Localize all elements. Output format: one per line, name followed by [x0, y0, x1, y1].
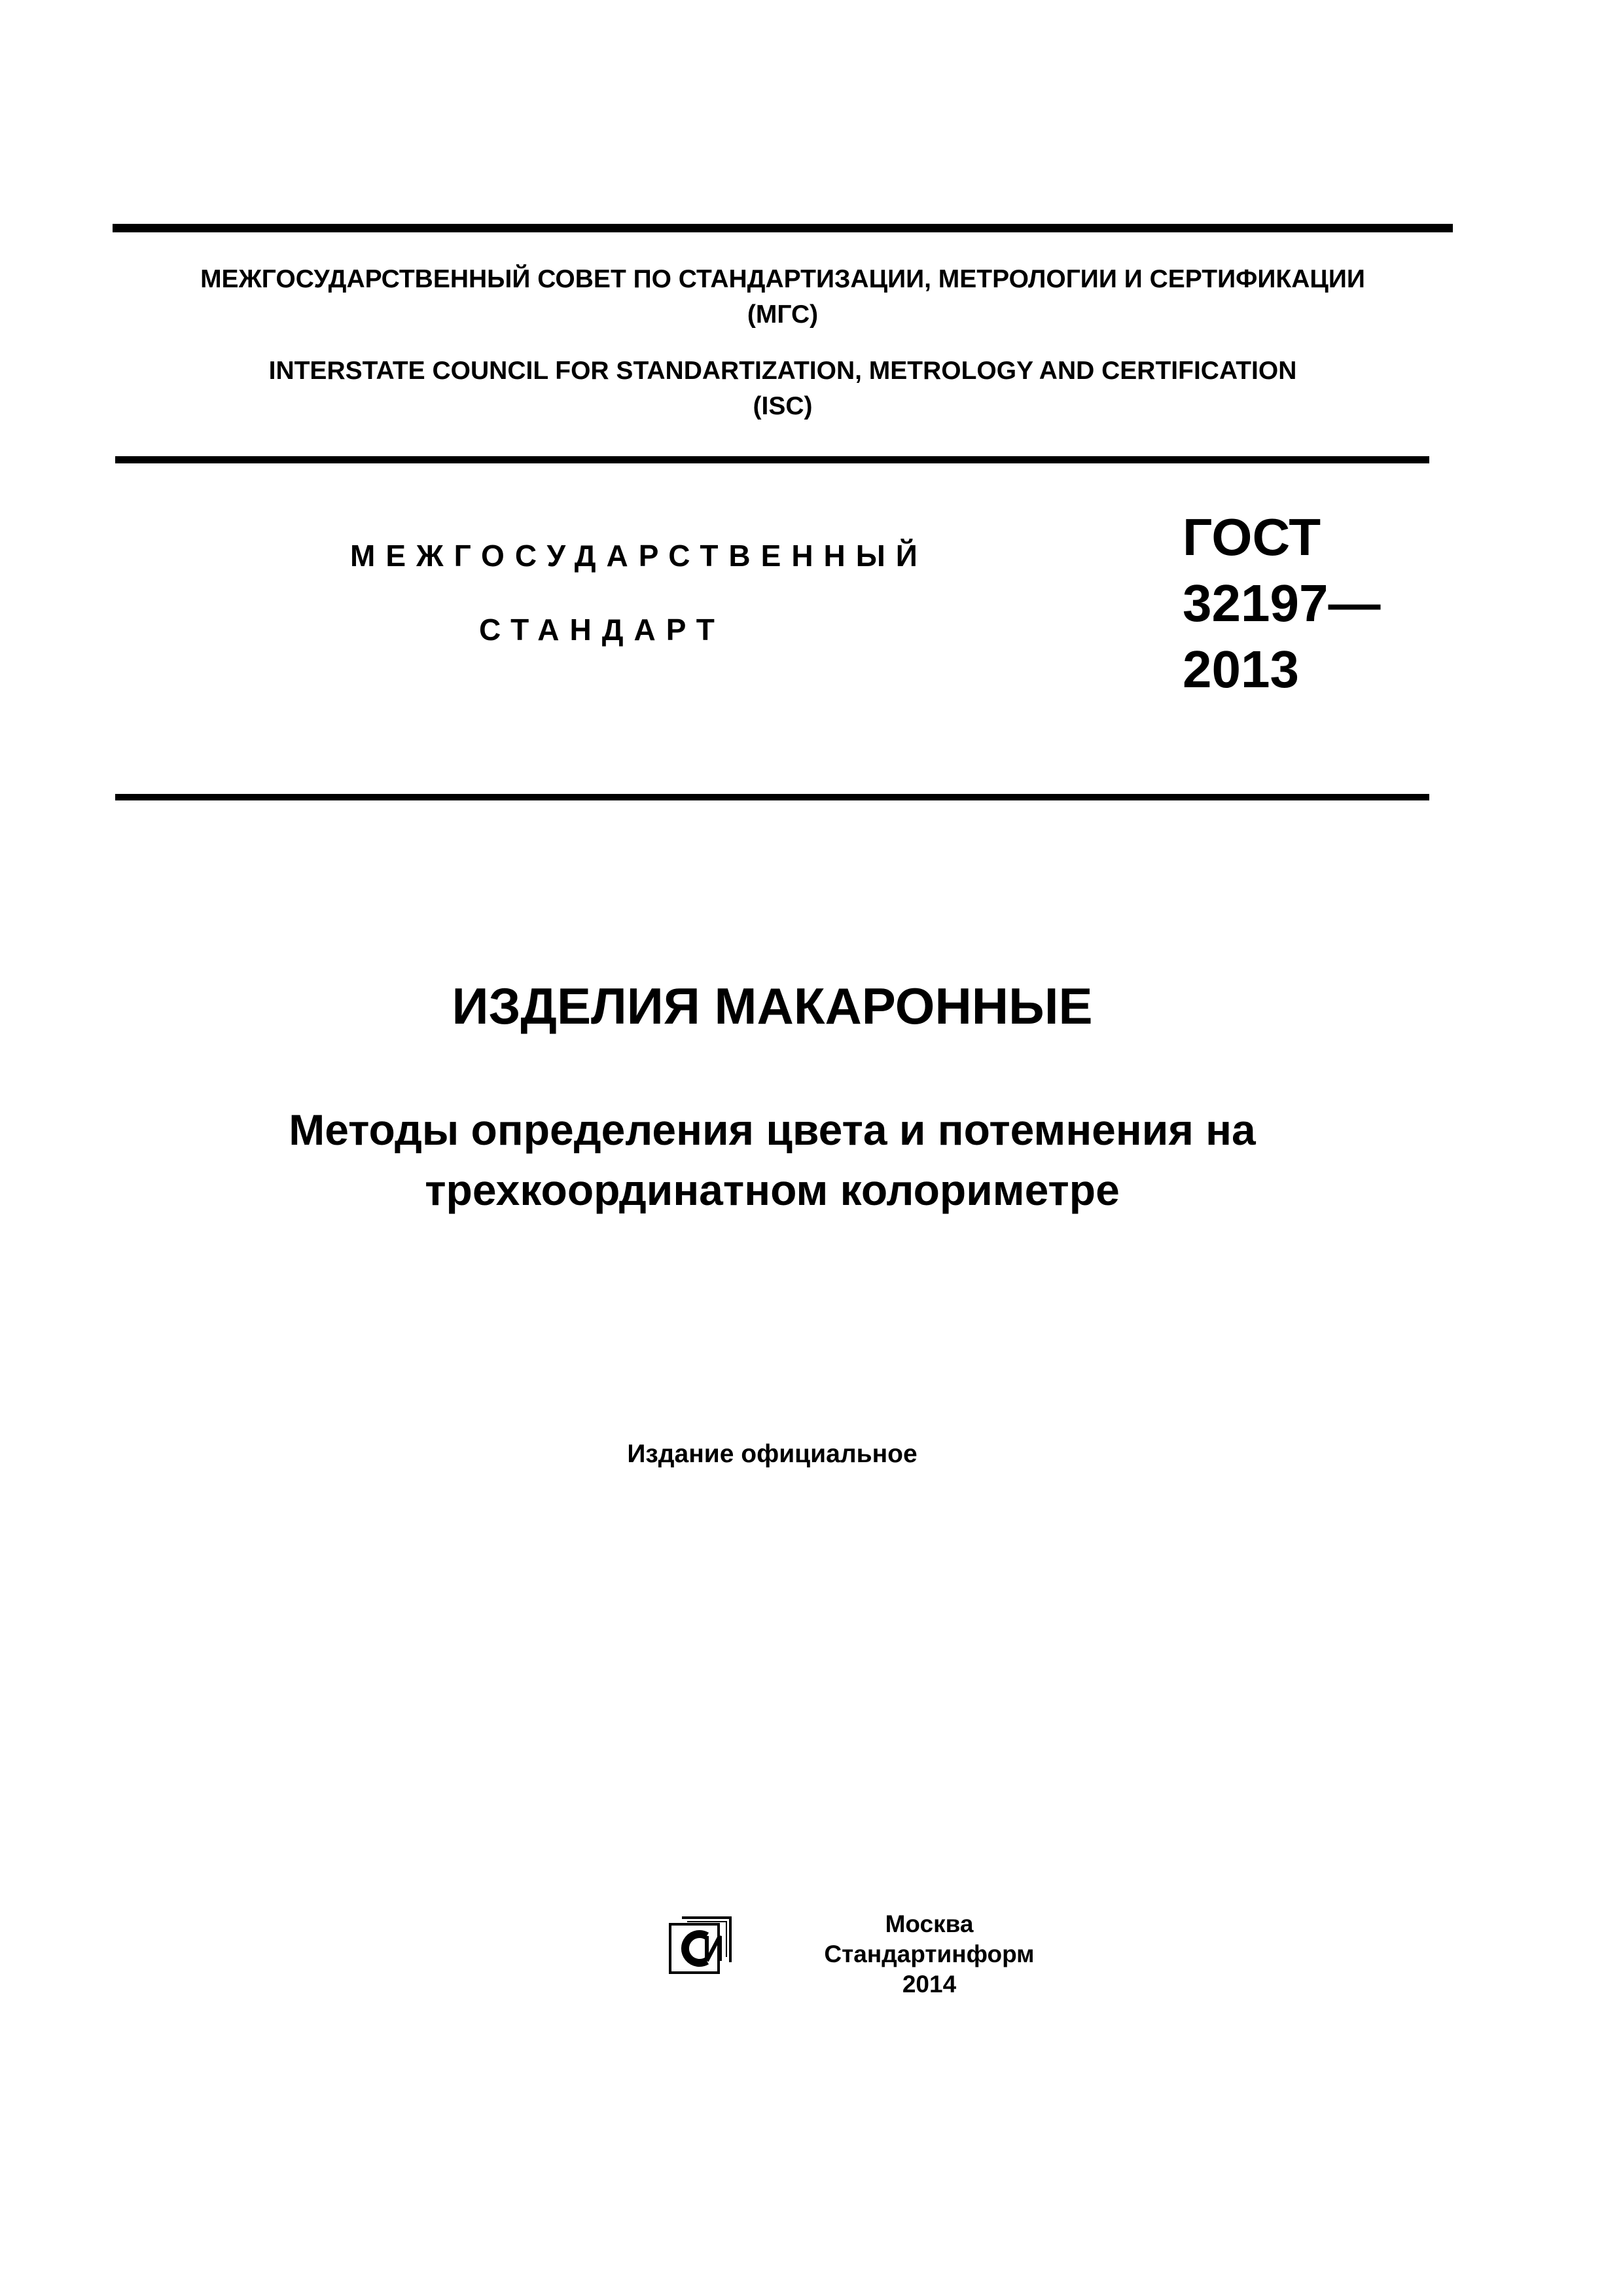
designation-prefix: ГОСТ [1183, 508, 1321, 566]
designation-year: 2013 [1183, 640, 1299, 698]
designation-number: 32197— [1183, 574, 1381, 632]
imprint-publisher: Стандартинформ [824, 1941, 1035, 1967]
council-name-en [113, 353, 1453, 424]
subtitle-line1: Методы определения цвета и потемнения на [289, 1105, 1256, 1154]
standard-type-line2: СТАНДАРТ [479, 613, 725, 647]
council-abbrev-ru: (МГС) [747, 300, 819, 329]
subtitle-line2: трехкоординатном колориметре [425, 1166, 1120, 1214]
standard-type-line1: МЕЖГОСУДАРСТВЕННЫЙ [350, 539, 928, 573]
standartinform-logo-icon [668, 1916, 733, 1975]
council-name-en-line1: INTERSTATE COUNCIL FOR STANDARTIZATION, METROLOGY AND CERTIFICATION [268, 357, 1297, 385]
council-name-ru [113, 262, 1453, 332]
upper-divider [115, 456, 1429, 463]
document-title: ИЗДЕЛИЯ МАКАРОННЫЕ [452, 977, 1093, 1035]
top-rule [113, 224, 1453, 232]
edition-note: Издание официальное [627, 1440, 918, 1468]
imprint [746, 1909, 1113, 2000]
lower-divider [115, 794, 1429, 800]
imprint-city: Москва [885, 1910, 974, 1937]
imprint-year: 2014 [902, 1971, 957, 1998]
council-abbrev-en: (ISC) [753, 392, 813, 420]
standard-designation [1183, 504, 1380, 702]
council-name-ru-line1: МЕЖГОСУДАРСТВЕННЫЙ СОВЕТ ПО СТАНДАРТИЗАЦИИ, МЕТРОЛОГИИ И СЕРТИФИКАЦИИ [200, 265, 1365, 293]
document-subtitle [0, 1100, 1544, 1220]
